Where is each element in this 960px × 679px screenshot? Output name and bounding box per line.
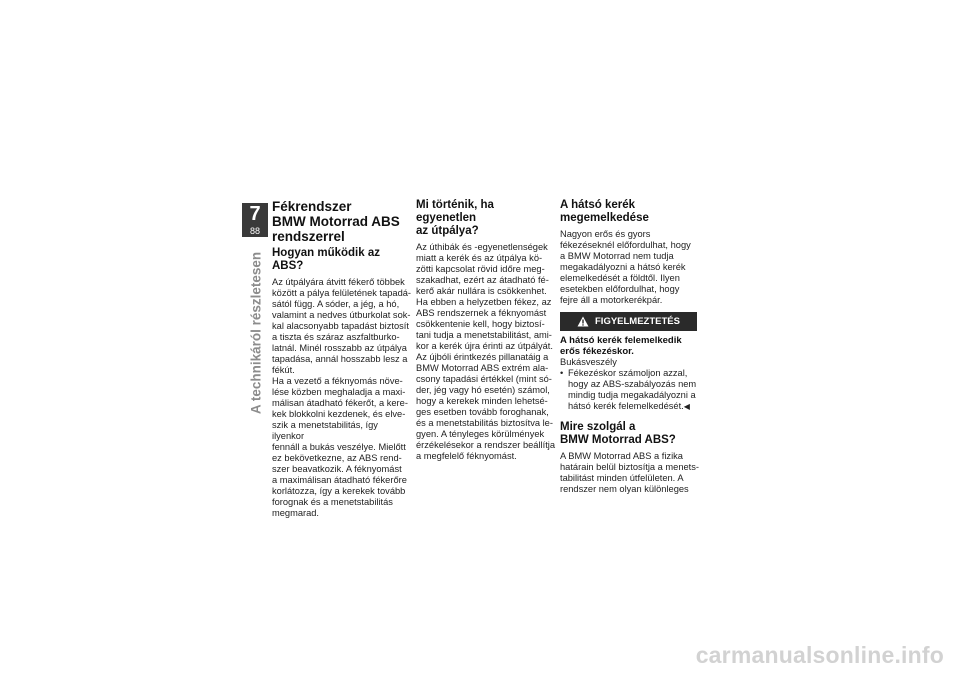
section-title-abs-purpose [560, 421, 700, 447]
warning-heading [560, 335, 700, 357]
chapter-number: 7 [249, 203, 261, 225]
text-line: között a pálya felületének tapadá- [272, 288, 412, 298]
text-line: ABS rendszernek a féknyomást [416, 308, 547, 318]
text-line: BMW Motorrad ABS extrém ala- [416, 363, 549, 373]
text-line: ez bekövetkezne, az ABS rend- [272, 453, 402, 463]
text-line: érzékelésekor a rendszer beállítja [416, 440, 556, 450]
text-line: hátsó kerék felemelkedését. [568, 401, 684, 411]
text-line: és a menetstabilitás biztosítva le- [416, 418, 553, 428]
title-line: Fékrendszer [272, 199, 352, 214]
title-line: A hátsó kerék felemelkedik [560, 335, 682, 346]
text-line: gyen. A tényleges körülmények [416, 429, 545, 439]
warning-banner [560, 312, 697, 331]
watermark: carmanualsonline.info [695, 642, 944, 668]
end-mark: ◀ [683, 402, 690, 411]
text-line: esetekben előfordulhat, hogy [560, 284, 680, 294]
text-line: Fékezéskor számoljon azzal, [568, 368, 688, 378]
text-line: zötti kapcsolat rövid időre meg- [416, 264, 545, 274]
text-line: der, jég vagy hó esetén) számol, [416, 385, 550, 395]
warning-label: FIGYELMEZTETÉS [595, 316, 680, 327]
title-line: megemelkedése [560, 212, 649, 224]
title-line: Mire szolgál a [560, 421, 636, 433]
text-line: megakadályozni a hátsó kerék [560, 262, 686, 272]
text-line: rendszer nem olyan különleges [560, 484, 689, 494]
text-line: a maximálisan átadható fékerőre [272, 475, 407, 485]
text-line: fennáll a bukás veszélye. Mielőtt [272, 442, 406, 452]
text-line: szakadhat, ezért az átadható fé- [416, 275, 549, 285]
warning-triangle-icon [577, 316, 589, 327]
text-line: kek blokkolni kezdenek, és elve- [272, 409, 406, 419]
text-line: határain belül biztosítja a menets- [560, 462, 700, 472]
text-line: kor a kerék újra érinti az útpályát. [416, 341, 553, 351]
chapter-marker [242, 203, 268, 237]
text-line: A BMW Motorrad ABS a fizika [560, 451, 683, 461]
text-line: tabilitást minden útfelületen. A [560, 473, 684, 483]
text-line: tapadása, annál hosszabb lesz a [272, 354, 408, 364]
text-line: fékút. [272, 365, 295, 375]
bullet-text [568, 368, 696, 412]
section-title-uneven-road [416, 199, 556, 238]
paragraph [416, 242, 556, 462]
text-line: tani tudja a menetstabilitást, ami- [416, 330, 552, 340]
text-line: a BMW Motorrad nem tudja [560, 251, 674, 261]
title-line: erős fékezéskor. [560, 346, 634, 357]
column-2 [416, 199, 556, 462]
paragraph [560, 451, 700, 495]
paragraph [272, 277, 412, 376]
warning-bullet [560, 368, 700, 412]
warning-risk: Bukásveszély [560, 357, 617, 367]
text-line: korlátozza, így a kerekek tovább [272, 486, 406, 496]
text-line: valamint a nedves útburkolat sok- [272, 310, 411, 320]
paragraph [560, 229, 700, 306]
text-line: Az útpályára átvitt fékerő többek [272, 277, 405, 287]
title-line: BMW Motorrad ABS? [560, 434, 676, 446]
text-line: latnál. Minél rosszabb az útpálya [272, 343, 407, 353]
title-line: rendszerrel [272, 229, 345, 244]
text-line: miatt a kerék és az útpálya kö- [416, 253, 543, 263]
text-line: lése közben meghaladja a maxi- [272, 387, 406, 397]
section-title-brakes [272, 199, 412, 244]
text-line: forognak és a menetstabilitás [272, 497, 393, 507]
text-line: kerő akár nullára is csökkenhet. [416, 286, 547, 296]
text-line: hogy az ABS-szabályozás nem [568, 379, 697, 389]
text-line: mindig tudja megakadályozni a [568, 390, 696, 400]
text-line: Az úthibák és -egyenetlenségek [416, 242, 548, 252]
text-line: a megfelelő féknyomást. [416, 451, 517, 461]
column-1 [272, 199, 412, 519]
text-line: elemelkedését a földtől. Ilyen [560, 273, 680, 283]
section-title-rear-wheel-lift [560, 199, 700, 225]
text-line: sától függ. A sóder, a jég, a hó, [272, 299, 400, 309]
text-line: szik a menetstabilitás, így ilyenkor [272, 420, 378, 441]
text-line: kal alacsonyabb tapadást biztosít [272, 321, 409, 331]
text-line: Ha a vezető a féknyomás növe- [272, 376, 403, 386]
text-line: hogy a kerekek minden lehetsé- [416, 396, 548, 406]
title-line: Mi történik, ha egyenetlen [416, 199, 494, 224]
subtitle-how-abs-works: Hogyan működik az ABS? [272, 247, 380, 272]
text-line: Ha ebben a helyzetben fékez, az [416, 297, 552, 307]
text-line: csony tapadási értékkel (mint só- [416, 374, 552, 384]
title-line: BMW Motorrad ABS [272, 214, 400, 229]
text-line: megmarad. [272, 508, 320, 518]
chapter-title: A technikáról részletesen [248, 251, 264, 415]
page-number: 88 [249, 226, 260, 236]
title-line: A hátsó kerék [560, 199, 635, 211]
bullet-dot: • [560, 368, 564, 378]
title-line: az útpálya? [416, 225, 479, 237]
paragraph [272, 376, 412, 519]
text-line: ges esetben tovább foroghanak, [416, 407, 549, 417]
text-line: fékezéseknél előfordulhat, hogy [560, 240, 691, 250]
column-3 [560, 199, 700, 495]
text-line: szer beavatkozik. A féknyomást [272, 464, 402, 474]
text-line: csökkentenie kell, hogy biztosí- [416, 319, 545, 329]
text-line: málisan átadható fékerőt, a kere- [272, 398, 408, 408]
text-line: fejre áll a motorkerékpár. [560, 295, 663, 305]
text-line: Az újbóli érintkezés pillanatáig a [416, 352, 549, 362]
text-line: Nagyon erős és gyors [560, 229, 651, 239]
text-line: a tiszta és száraz aszfaltburko- [272, 332, 400, 342]
